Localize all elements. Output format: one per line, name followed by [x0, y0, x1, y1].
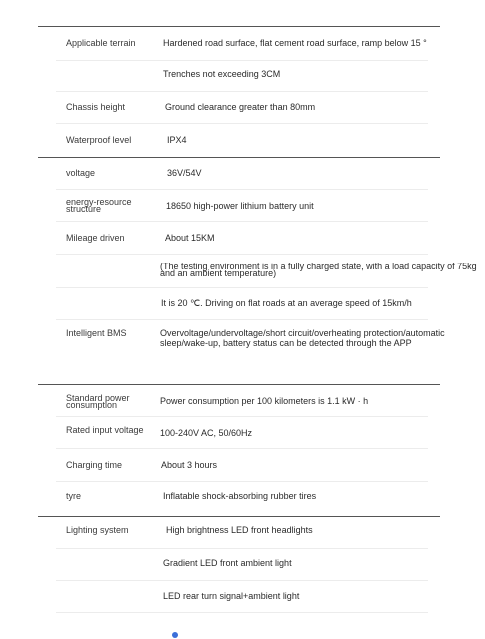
spec-value: About 15KM — [165, 233, 215, 243]
spec-label: Standard power consumption — [66, 393, 130, 410]
row-divider — [56, 189, 428, 190]
spec-value: IPX4 — [167, 135, 187, 145]
row-divider — [56, 580, 428, 581]
spec-value: Gradient LED front ambient light — [163, 558, 292, 568]
spec-value: About 3 hours — [161, 460, 218, 470]
row-divider — [56, 481, 428, 482]
section-divider — [38, 157, 440, 158]
row-divider — [56, 123, 428, 124]
spec-value: Power consumption per 100 kilometers is 1.1 kW · h — [160, 396, 369, 406]
spec-value: 36V/54V — [167, 168, 202, 178]
row-divider — [56, 221, 428, 222]
row-divider — [56, 319, 428, 320]
row-divider — [56, 416, 428, 417]
page-indicator-dot — [172, 632, 178, 638]
row-divider — [56, 287, 428, 288]
spec-label: voltage — [66, 168, 96, 178]
section-divider — [38, 516, 440, 517]
spec-label: Waterproof level — [66, 135, 132, 145]
spec-value: LED rear turn signal+ambient light — [163, 591, 300, 601]
spec-value: Hardened road surface, flat cement road surface, ramp below 15 ° — [163, 38, 427, 48]
spec-value: 100-240V AC, 50/60Hz — [160, 428, 253, 438]
spec-value: Inflatable shock-absorbing rubber tires — [163, 491, 317, 501]
spec-value: It is 20 ℃. Driving on flat roads at an average speed of 15km/h — [161, 298, 412, 308]
row-divider — [56, 448, 428, 449]
spec-value: 18650 high-power lithium battery unit — [166, 201, 314, 211]
row-divider — [56, 254, 428, 255]
spec-label: Applicable terrain — [66, 38, 136, 48]
spec-value: Ground clearance greater than 80mm — [165, 102, 316, 112]
spec-label: Intelligent BMS — [66, 328, 127, 338]
spec-value: Overvoltage/undervoltage/short circuit/overheating protection/automatic sleep/wake-up, battery status can be detected through the APP — [160, 328, 445, 348]
spec-label: Lighting system — [66, 525, 129, 535]
spec-value: High brightness LED front headlights — [166, 525, 313, 535]
spec-label: Chassis height — [66, 102, 126, 112]
spec-label: Rated input voltage — [66, 425, 144, 435]
spec-label: Mileage driven — [66, 233, 125, 243]
row-divider — [56, 91, 428, 92]
section-divider — [38, 384, 440, 385]
spec-label: Charging time — [66, 460, 123, 470]
row-divider — [56, 60, 428, 61]
row-divider — [56, 612, 428, 613]
spec-label: energy-resource structure — [66, 197, 132, 214]
spec-value: Trenches not exceeding 3CM — [163, 69, 281, 79]
row-divider — [56, 548, 428, 549]
spec-value: (The testing environment is in a fully charged state, with a load capacity of 75kg and an ambient temperature) — [160, 263, 477, 278]
section-divider — [38, 26, 440, 27]
spec-label: tyre — [66, 491, 82, 501]
